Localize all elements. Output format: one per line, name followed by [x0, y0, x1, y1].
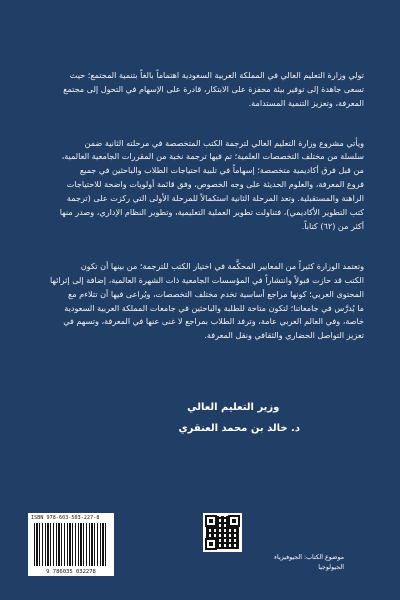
subject-label — [274, 553, 344, 573]
paragraph-1: تولي وزارة التعليم العالي في المملكة العربية السعودية اهتماماً بالغاً بتنمية المجتمع؛ حيث تسعى جاهدة إلى توفير بيئة محفزة على الابتكار، قادرة على الإسهام في التحول إلى مجتمع المعرفة، وتعزيز التنمية المستدامة. — [63, 69, 364, 108]
signature-title: وزير التعليم العالي — [187, 402, 280, 413]
subject-line-2: الجيولوجيا — [318, 564, 344, 571]
paragraph-2: ويأتي مشروع وزارة التعليم العالي لترجمة الكتب المتخصصة في مرحلته الثانية ضمن سلسلة من مختلف التخصصات العلمية؛ تم فيها ترجمة نخبة من المقررات الجامعية العالمية، من قبل فرق أكاديمية متخصصة؛ إسهاماً في تلبية احتياجات الطلاب والباحثين في جميع فروع المعرفة، والعلوم الحديثة على وجه الخصوص، وفق قائمة أولويات واضحة للاحتياجات الراهنة والمستقبلية. وتعد المرحلة الثانية استكمالاً للمرحلة الأولى التي ركزت على (ترجمة كتب التطوير الأكاديمي)، فتناولت تطوير العملية التعليمية، وتطوير النظام الإداري، وصدر منها أكثر من (٦٢) كتاباً. — [59, 137, 364, 231]
subject-line-1: موضوع الكتاب: الجيوفيزياء — [274, 554, 344, 561]
qr-code — [203, 513, 242, 552]
barcode-bars — [34, 523, 108, 566]
barcode-digits: 9 786035 032278 — [46, 569, 96, 575]
qr-finder-pattern — [205, 538, 217, 550]
qr-finder-pattern — [228, 515, 240, 527]
isbn-text: ISBN 978-603-503-227-8 — [31, 515, 100, 521]
paragraph-3: وتعتمد الوزارة كثيراً من المعايير المحكَّمة في اختيار الكتب للترجمة؛ من بينها أن تكون الكتب قد حازت قبولاً وانتشاراً في المؤسسات الجامعية ذات الشهرة العالمية، إضافة إلى إثرائها المحتوى العربي؛ كونها مراجع أساسية تخدم مختلف التخصصات، ويُراعى فيها أن تتلاءم مع ما يُدرَّس في جامعاتنا؛ لتكون متاحة للطلبة والباحثين في جامعات المملكة العربية السعودية خاصة، وفي العالم العربي عامة، وترفد الطلاب بمراجع لا غنى عنها في المعرفة، وتسهم في تعزيز التواصل الحضاري والثقافي ونقل المعرفة. — [49, 260, 364, 341]
isbn-barcode — [28, 513, 114, 576]
signature-name: د. خالد بن محمد العنقري — [178, 423, 300, 434]
signature-block — [178, 397, 300, 439]
qr-finder-pattern — [205, 515, 217, 527]
body-text — [42, 55, 364, 369]
